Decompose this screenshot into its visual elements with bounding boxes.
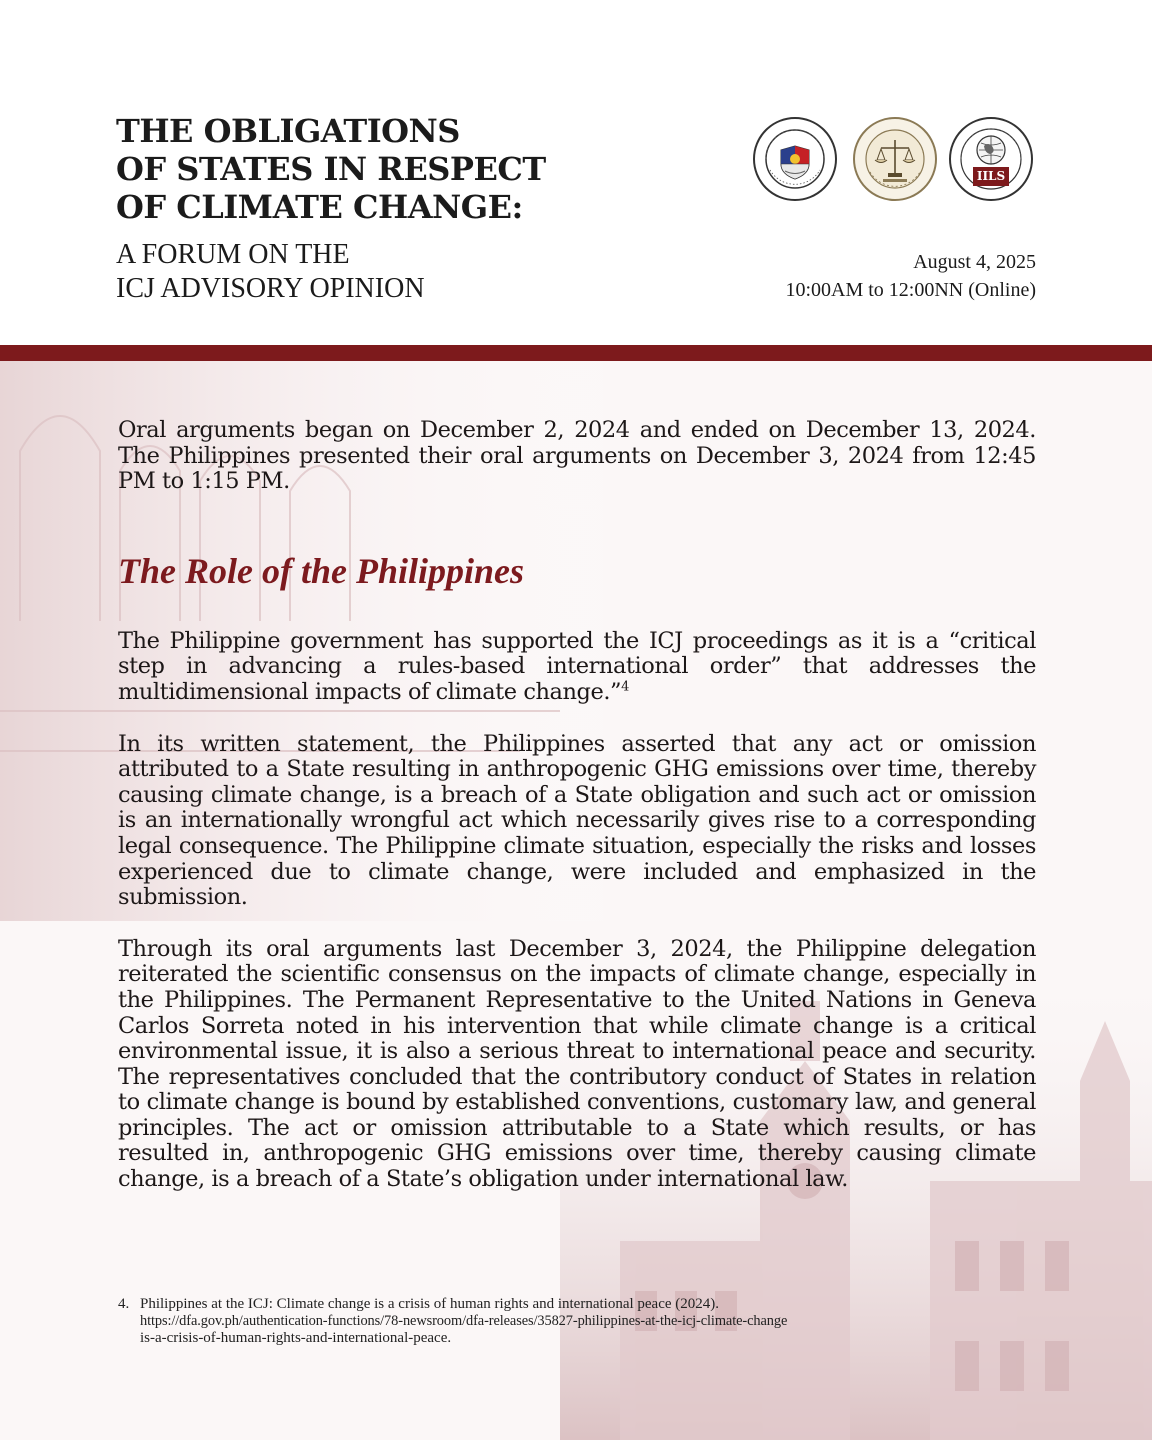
title-line-2: OF STATES IN RESPECT <box>116 150 546 188</box>
page-subtitle <box>116 238 425 306</box>
subtitle-line-2: ICJ ADVISORY OPINION <box>116 273 425 304</box>
body-paragraph-1-text: The Philippine government has supported the ICJ proceedings as it is a “critical step in advancing a rules-based international order” that addresses the multidimensional impacts of climate change.” <box>118 627 1036 705</box>
iils-badge-text: IILS <box>976 169 1006 183</box>
event-date: August 4, 2025 <box>913 251 1036 273</box>
header-divider-band <box>0 345 1152 361</box>
header <box>0 0 1152 345</box>
page-title <box>116 112 546 226</box>
law-center-seal-logo <box>852 116 938 202</box>
iils-seal-logo <box>948 116 1034 202</box>
footnote-citation: Philippines at the ICJ: Climate change is a crisis of human rights and international peace (2024). <box>140 1296 720 1312</box>
body-paragraph-3: Through its oral arguments last December 3, 2024, the Philippine delegation reiterated the scientific consensus on the impacts of climate change, especially in the Philippines. The Permanent Representative to the United Nations in Geneva Carlos Sorreta noted in his intervention that while climate change is a critical environmental issue, it is also a serious threat to international peace and security. The representatives concluded that the contributory conduct of States in relation to climate change is bound by established conventions, customary law, and general principles. The act or omission attributable to a State which results, or has resulted in, anthropogenic GHG emissions over time, thereby causing climate change, is a breach of a State’s obligation under international law. <box>118 935 1036 1193</box>
body-paragraph-1 <box>118 629 1036 706</box>
footnote <box>118 1296 1038 1347</box>
event-info <box>785 248 1036 304</box>
dfa-seal-logo <box>752 116 838 202</box>
event-time: 10:00AM to 12:00NN (Online) <box>785 279 1036 301</box>
body-paragraph-2: In its written statement, the Philippines asserted that any act or omission attributed to a State resulting in anthropogenic GHG emissions over time, thereby causing climate change, is a breach of a State obligation and such act or omission is an internationally wrongful act which necessarily gives rise to a corresponding legal consequence. The Philippine climate situation, especially the risks and losses experienced due to climate change, were included and emphasized in the submission. <box>118 730 1036 911</box>
section-heading: The Role of the Philippines <box>118 550 525 591</box>
title-line-1: THE OBLIGATIONS <box>116 112 460 150</box>
footnote-body <box>140 1296 1038 1347</box>
subtitle-line-1: A FORUM ON THE <box>116 239 350 270</box>
footnote-url-continuation[interactable]: is-a-crisis-of-human-rights-and-international-peace. <box>140 1330 452 1346</box>
intro-paragraph: Oral arguments began on December 2, 2024 and ended on December 13, 2024. The Philippines presented their oral arguments on December 3, 2024 from 12:45 PM to 1:15 PM. <box>118 417 1036 495</box>
footnote-reference: 4 <box>621 679 629 695</box>
footnote-number: 4. <box>118 1296 130 1312</box>
partner-logos <box>752 116 1036 208</box>
title-line-3: OF CLIMATE CHANGE: <box>116 188 523 226</box>
footnote-url-link[interactable]: https://dfa.gov.ph/authentication-functions/78-newsroom/dfa-releases/35827-philippines-at-the-icj-climate-change <box>140 1313 788 1329</box>
main-content <box>118 418 1036 1193</box>
